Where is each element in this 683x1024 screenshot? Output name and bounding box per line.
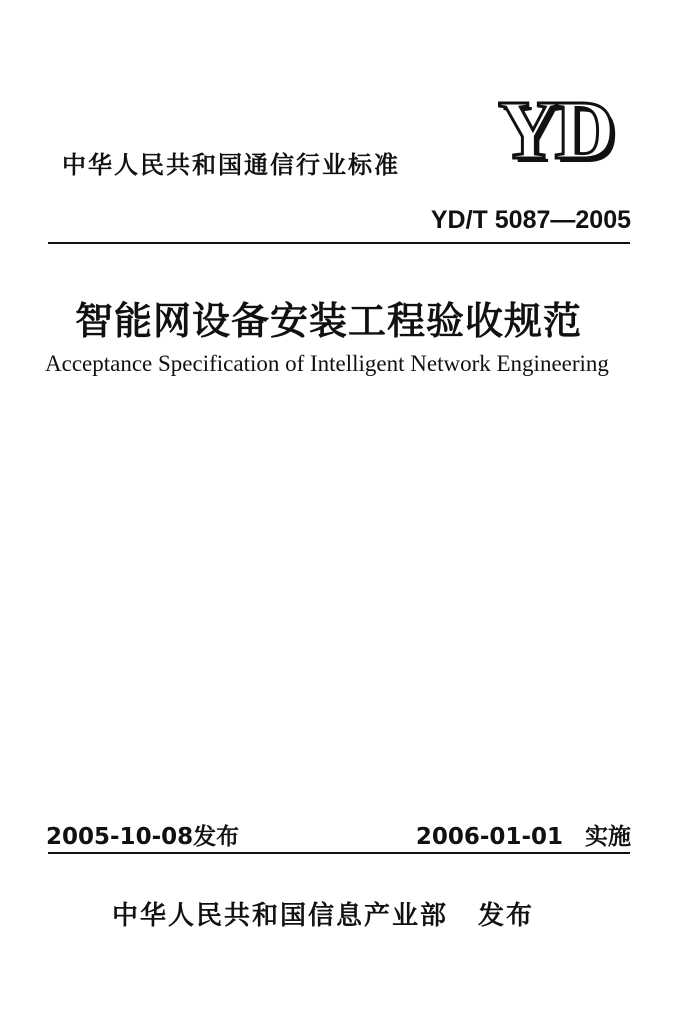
publisher-line [112,895,534,932]
effective-date: 2006-01-01 [415,824,563,850]
bottom-divider [48,852,630,854]
issue-label: 发布 [193,824,240,850]
issue-date-line [46,818,239,851]
issue-date: 2005-10-08 [46,824,194,850]
standard-number: YD/T 5087—2005 [430,206,631,234]
effective-label: 实施 [585,824,631,850]
standard-category: 中华人民共和国通信行业标准 [62,151,400,179]
document-title-chinese: 智能网设备安装工程验收规范 [75,298,583,343]
effective-date-line [416,818,631,851]
yd-logo: YD [498,84,612,177]
publisher-name: 中华人民共和国信息产业部 [112,901,449,931]
document-title-english: Acceptance Specification of Intelligent Network Engineering [45,351,609,376]
publish-action: 发布 [478,901,535,931]
top-divider [48,242,630,244]
